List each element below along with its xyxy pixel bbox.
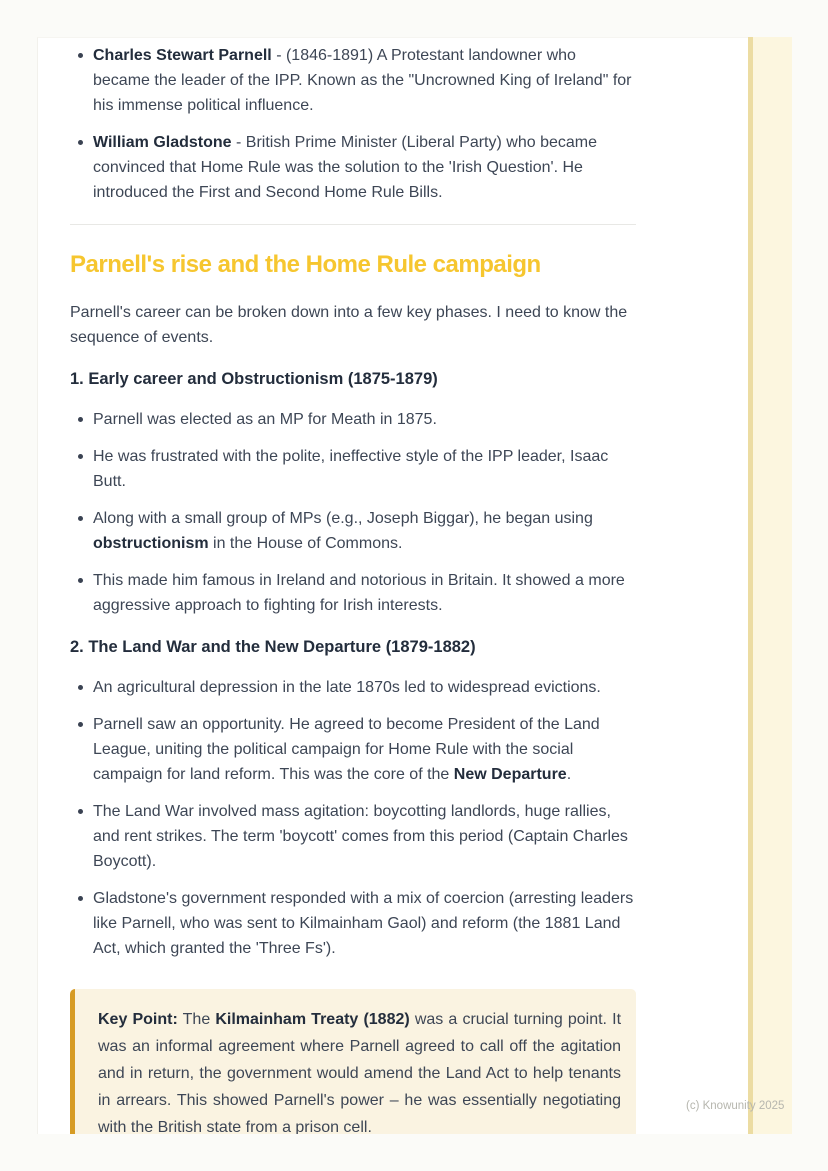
subsection-1-title: 1. Early career and Obstructionism (1875-1879) bbox=[70, 370, 438, 388]
list-item: The Land War involved mass agitation: boycotting landlords, huge rallies, and rent strikes. The term 'boycott' comes from this period (Captain Charles Boycott). bbox=[70, 799, 636, 874]
section-intro-paragraph: Parnell's career can be broken down into a few key phases. I need to know the sequence of events. bbox=[70, 304, 628, 346]
list-item: Parnell was elected as an MP for Meath in 1875. bbox=[70, 407, 636, 432]
document-content bbox=[70, 38, 636, 1134]
key-point-text: Key Point: The Kilmainham Treaty (1882) was a crucial turning point. It was an informal agreement where Parnell agreed to call off the agitation and in return, the government would amend the Land Act to help tenants in arrears. This showed Parnell's power – he was essentially negotiating with the British state from a prison cell. bbox=[98, 1011, 622, 1134]
list-item: Along with a small group of MPs (e.g., Joseph Biggar), he began using obstructionism in the House of Commons. bbox=[70, 506, 636, 556]
next-page-edge bbox=[748, 37, 792, 1134]
key-figures-list bbox=[70, 43, 636, 205]
document-page bbox=[37, 37, 748, 1134]
list-item: An agricultural depression in the late 1870s led to widespread evictions. bbox=[70, 675, 636, 700]
list-item: He was frustrated with the polite, ineffective style of the IPP leader, Isaac Butt. bbox=[70, 444, 636, 494]
section-divider bbox=[70, 224, 636, 225]
list-item: This made him famous in Ireland and notorious in Britain. It showed a more aggressive approach to fighting for Irish interests. bbox=[70, 568, 636, 618]
subsection-2-list bbox=[70, 675, 636, 961]
list-item: William Gladstone - British Prime Minister (Liberal Party) who became convinced that Home Rule was the solution to the 'Irish Question'. He introduced the First and Second Home Rule Bills. bbox=[70, 130, 636, 205]
page-title: Parnell's rise and the Home Rule campaign bbox=[70, 251, 541, 278]
list-item: Parnell saw an opportunity. He agreed to become President of the Land League, uniting the political campaign for Home Rule with the social campaign for land reform. This was the core of the New Departure. bbox=[70, 712, 636, 787]
list-item: Charles Stewart Parnell - (1846-1891) A Protestant landowner who became the leader of the IPP. Known as the "Uncrowned King of Ireland" for his immense political influence. bbox=[70, 43, 636, 118]
subsection-1-list bbox=[70, 407, 636, 618]
list-item: Gladstone's government responded with a mix of coercion (arresting leaders like Parnell, who was sent to Kilmainham Gaol) and reform (the 1881 Land Act, which granted the 'Three Fs'). bbox=[70, 886, 636, 961]
subsection-2-title: 2. The Land War and the New Departure (1879-1882) bbox=[70, 638, 476, 656]
key-point-callout bbox=[70, 989, 636, 1134]
watermark: (c) Knowunity 2025 bbox=[686, 1100, 785, 1112]
